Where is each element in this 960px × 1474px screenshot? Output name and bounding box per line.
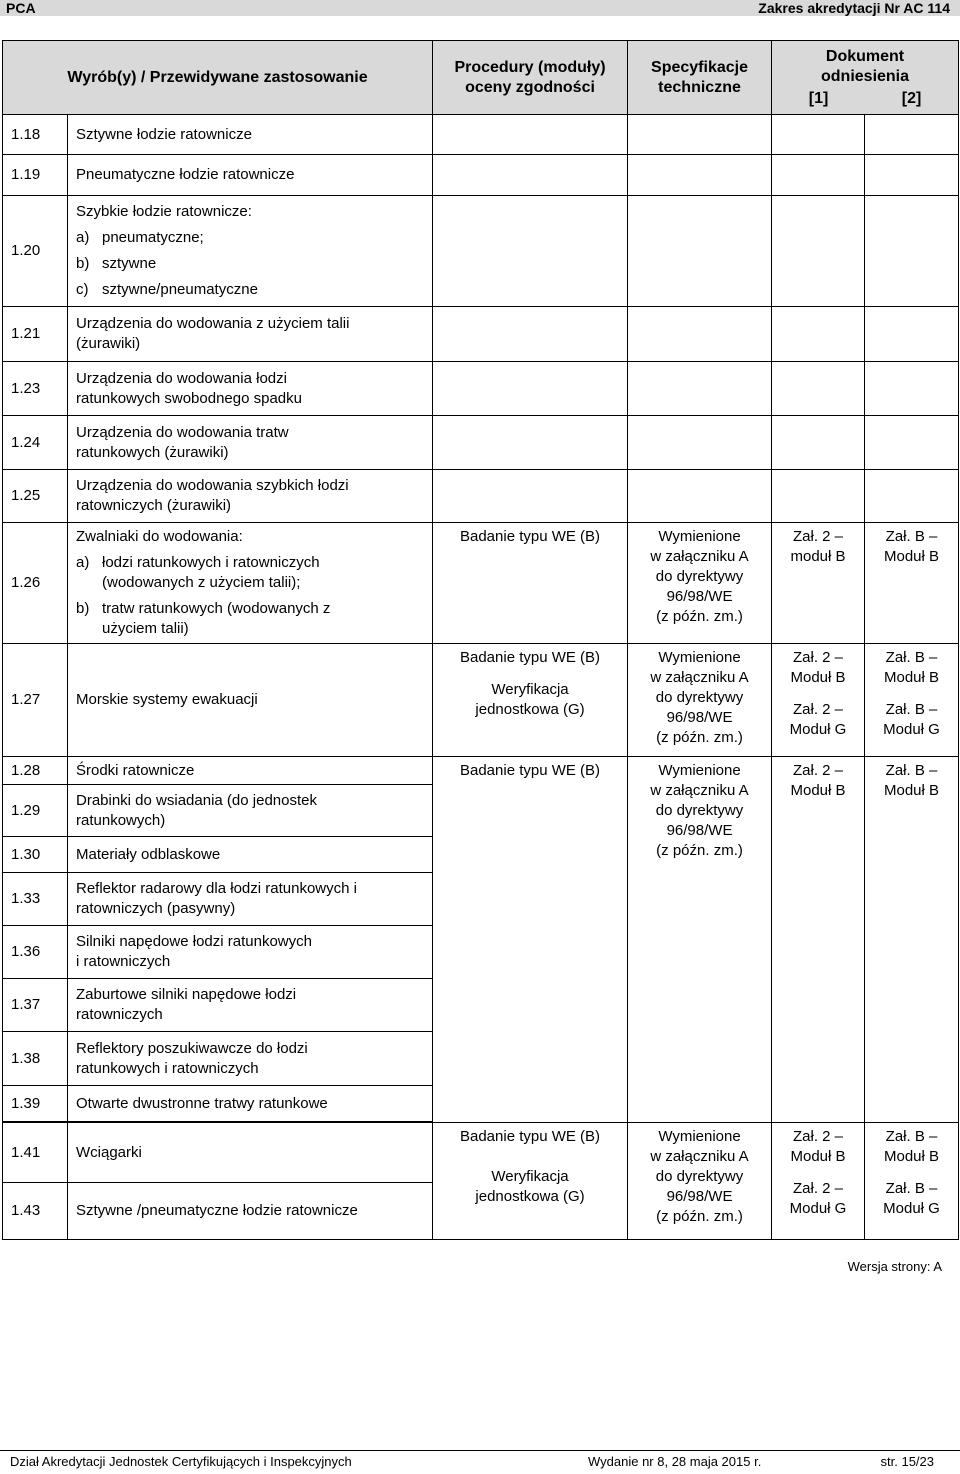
table-row: 1.18 Sztywne łodzie ratownicze [3, 115, 959, 155]
page-footer [0, 1450, 960, 1473]
accreditation-table [2, 40, 959, 1240]
footer-edition: Wydanie nr 8, 28 maja 2015 r. [588, 1454, 762, 1469]
table-row: 1.39 Otwarte dwustronne tratwy ratunkowe [3, 1086, 959, 1122]
table-row: 1.20 Szybkie łodzie ratownicze: a) pneumatyczne; b) sztywne c) sztywne/pneumatyczne [3, 196, 959, 307]
ref-1: [1] [808, 89, 829, 107]
table-row: 1.25 Urządzenia do wodowania szybkich łodzi ratowniczych (żurawiki) [3, 470, 959, 523]
table-row: 1.41 Wciągarki Badanie typu WE (B) Weryfikacja jednostkowa (G) Wymienione w załączniku A do dyrektywy 96/98/WE (z późn. zm.) Zał. 2 – Moduł B Zał. 2 – Moduł G Zał. B – Moduł B Zał. B – Moduł G [3, 1123, 959, 1183]
table-row: 1.21 Urządzenia do wodowania z użyciem talii (żurawiki) [3, 307, 959, 362]
ref-2: [2] [901, 89, 922, 107]
table-row: 1.36 Silniki napędowe łodzi ratunkowych i ratowniczych [3, 926, 959, 979]
table-row: 1.33 Reflektor radarowy dla łodzi ratunkowych i ratowniczych (pasywny) [3, 873, 959, 926]
footer-department: Dział Akredytacji Jednostek Certyfikujących i Inspekcyjnych [10, 1454, 352, 1469]
table-row: 1.24 Urządzenia do wodowania tratw ratunkowych (żurawiki) [3, 416, 959, 470]
table-row: 1.27 Morskie systemy ewakuacji Badanie typu WE (B) Weryfikacja jednostkowa (G) Wymienione w załączniku A do dyrektywy 96/98/WE (z późn. zm.) Zał. 2 – Moduł B Zał. 2 – Moduł G Zał. B – Moduł B Zał. B – Moduł G [3, 644, 959, 757]
col-procedures: Procedury (moduły) oceny zgodności [433, 41, 628, 115]
page-header [0, 0, 960, 16]
table-row: 1.43 Sztywne /pneumatyczne łodzie ratownicze [3, 1183, 959, 1240]
table-row: 1.37 Zaburtowe silniki napędowe łodzi ratowniczych [3, 979, 959, 1032]
table-row: 1.38 Reflektory poszukiwawcze do łodzi ratunkowych i ratowniczych [3, 1032, 959, 1086]
table-header-row [3, 41, 959, 115]
page-version: Wersja strony: A [847, 1259, 942, 1274]
col-specifications: Specyfikacje techniczne [628, 41, 772, 115]
scope-title: Zakres akredytacji Nr AC 114 [758, 0, 950, 16]
col-reference-document: Dokument odniesienia [1] [2] [772, 41, 959, 115]
table-row: 1.29 Drabinki do wsiadania (do jednostek ratunkowych) [3, 785, 959, 837]
table-row: 1.23 Urządzenia do wodowania łodzi ratunkowych swobodnego spadku [3, 362, 959, 416]
table-row: 1.19 Pneumatyczne łodzie ratownicze [3, 155, 959, 196]
org-label: PCA [6, 0, 36, 16]
table-row: 1.28 Środki ratownicze Badanie typu WE (B) Wymienione w załączniku A do dyrektywy 96/98/WE (z późn. zm.) Zał. 2 – Moduł B Zał. B – Moduł B [3, 757, 959, 785]
table-row: 1.30 Materiały odblaskowe [3, 837, 959, 873]
col-product: Wyrób(y) / Przewidywane zastosowanie [3, 41, 433, 115]
footer-page-number: str. 15/23 [880, 1454, 934, 1469]
table-row: 1.26 Zwalniaki do wodowania: a) łodzi ratunkowych i ratowniczych (wodowanych z użyciem talii); b) tratw ratunkowych (wodowanych z użyciem talii) Badanie typu WE (B) Wymienione w załączniku A do dyrektywy 96/98/WE (z późn. zm.) Zał. 2 – moduł B Zał. B – Moduł B [3, 523, 959, 644]
